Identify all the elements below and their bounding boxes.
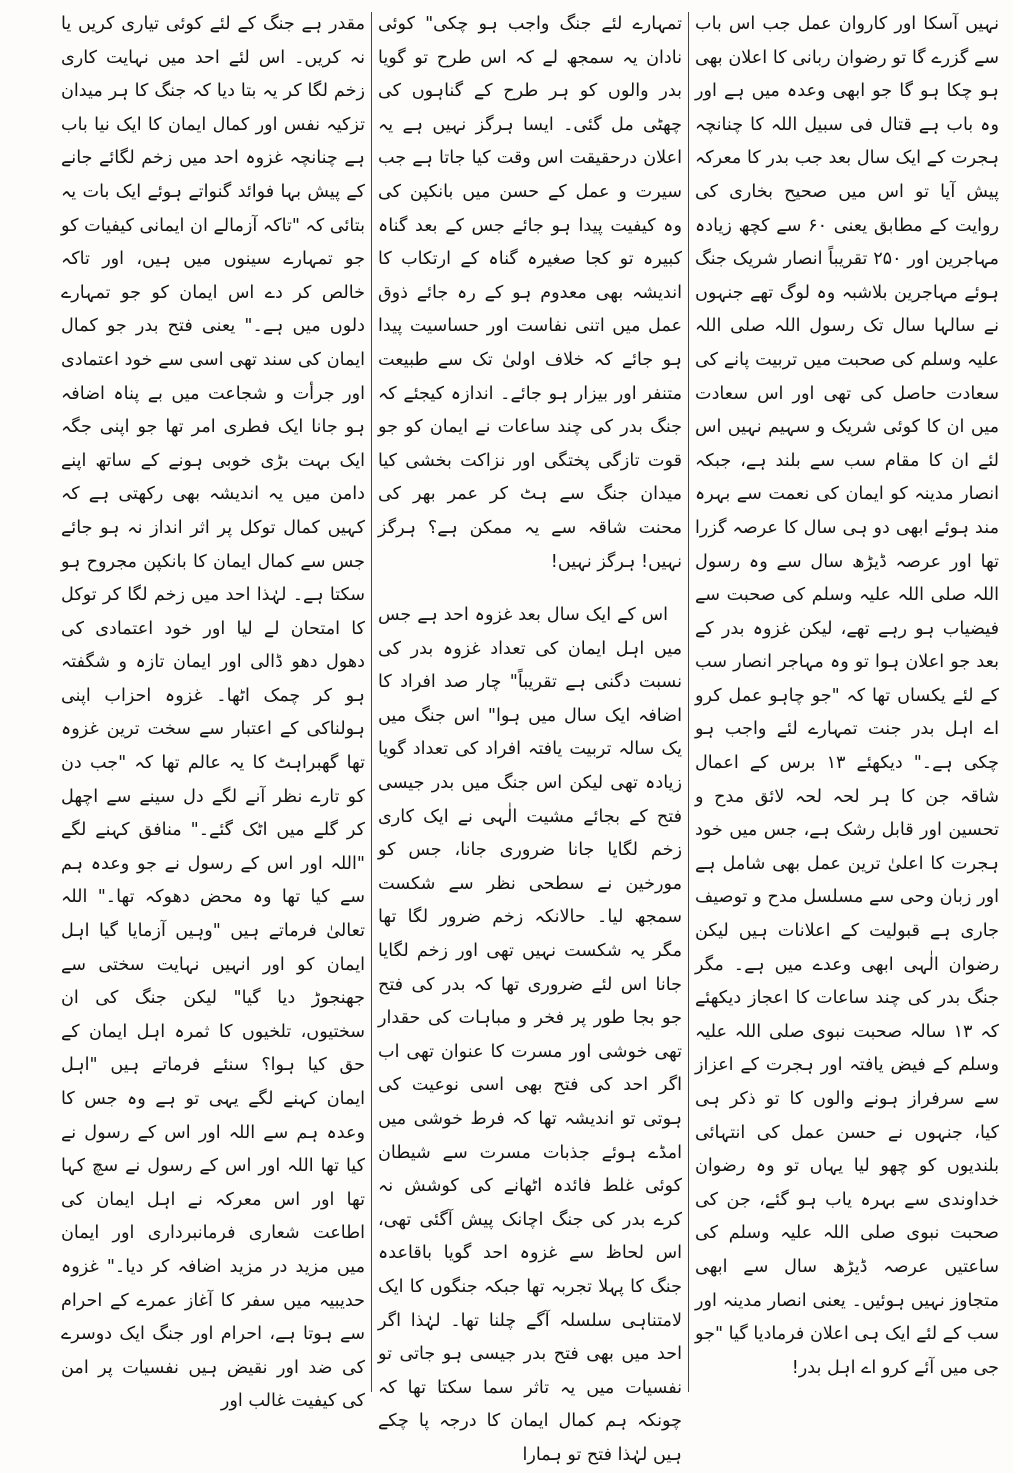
column-right: [689, 8, 1005, 1392]
column-left: [55, 8, 371, 1412]
column-middle-paragraph-1: تمہارے لئے جنگ واجب ہو چکی" کوئی نادان یہ سمجھ لے کہ اس طرح تو گویا بدر والوں کو ہر طرح کے گناہوں کی چھٹی مل گئی۔ ایسا ہرگز نہیں ہے یہ اعلان درحقیقت اس وقت کیا جاتا ہے جب سیرت و عمل کے حسن میں بانکپن کی وہ کیفیت پیدا ہو جائے جس کے بعد گناہ کبیرہ تو کجا صغیرہ گناہ کے ارتکاب کا اندیشہ بھی معدوم ہو کے رہ جائے ذوق عمل میں اتنی نفاست اور حساسیت پیدا ہو جائے کہ خلاف اولیٰ تک سے طبیعت متنفر اور بیزار ہو جائے۔ اندازہ کیجئے کہ جنگ بدر کی چند ساعات نے ایمان کو جو قوت تازگی پختگی اور نزاکت بخشی کیا میدان جنگ سے ہٹ کر عمر بھر کی محنت شاقہ سے یہ ممکن ہے؟ ہرگز نہیں! ہرگز نہیں!: [378, 14, 682, 572]
column-middle-paragraph-2: اس کے ایک سال بعد غزوہ احد ہے جس میں اہل ایمان کی تعداد غزوہ بدر کی نسبت دگنی ہے تقریباً" چار صد افراد کا اضافہ ایک سال میں ہوا" اس جنگ میں یک سالہ تربیت یافتہ افراد کی تعداد گویا زیادہ تھی لیکن اس جنگ میں بدر جیسی فتح کے بجائے مشیت الٰہی نے ایک کاری زخم لگایا جانا ضروری جانا، جس کو مورخین نے سطحی نظر سے شکست سمجھ لیا۔ حالانکہ زخم ضرور لگا تھا مگر یہ شکست نہیں تھی اور زخم لگایا جانا اس لئے ضروری تھا کہ بدر کی فتح جو بجا طور پر فخر و مباہات کی حقدار تھی خوشی اور مسرت کا عنوان تھی اب اگر احد کی فتح بھی اسی نوعیت کی ہوتی تو اندیشہ تھا کہ فرط خوشی میں امڈے ہوئے جذبات مسرت سے شیطان کوئی غلط فائدہ اٹھانے کی کوشش نہ کرے بدر کی جنگ اچانک پیش آگئی تھی، اس لحاظ سے غزوہ احد گویا باقاعدہ جنگ کا پہلا تجربہ تھا جبکہ جنگوں کا ایک لامتناہی سلسلہ آگے چلنا تھا۔ لہٰذا اگر احد میں بھی فتح بدر جیسی ہو جاتی تو نفسیات میں یہ تاثر سما سکتا تھا کہ چونکہ ہم کمال ایمان کا درجہ پا چکے ہیں لہٰذا فتح تو ہمارا: [378, 605, 682, 1465]
column-middle: [372, 8, 688, 1465]
column-left-paragraph-1: مقدر ہے جنگ کے لئے کوئی تیاری کریں یا نہ کریں۔ اس لئے احد میں نہایت کاری زخم لگا کر یہ بتا دیا کہ جنگ کا ہر میدان تزکیہ نفس اور کمال ایمان کا ایک نیا باب ہے چنانچہ غزوہ احد میں زخم لگائے جانے کے پیش بہا فوائد گنواتے ہوئے ایک بات یہ بتائی کہ "تاکہ آزمالے ان ایمانی کیفیات کو جو تمہارے سینوں میں ہیں، اور تاکہ خالص کر دے اس ایمان کو جو تمہارے دلوں میں ہے۔" یعنی فتح بدر جو کمال ایمان کی سند تھی اسی سے خود اعتمادی اور جرأت و شجاعت میں بے پناہ اضافہ ہو جانا ایک فطری امر تھا جو اپنی جگہ ایک بہت بڑی خوبی ہونے کے ساتھ اپنے دامن میں یہ اندیشہ بھی رکھتی ہے کہ کہیں کمال توکل پر اثر انداز نہ ہو جائے جس سے کمال ایمان کا بانکپن مجروح ہو سکتا ہے۔ لہٰذا احد میں زخم لگا کر توکل کا امتحان لے لیا اور خود اعتمادی کی دھول دھو ڈالی اور ایمان تازہ و شگفتہ ہو کر چمک اٹھا۔ غزوہ احزاب اپنی ہولناکی کے اعتبار سے سخت ترین غزوہ تھا گھبراہٹ کا یہ عالم تھا کہ "جب دن کو تارے نظر آنے لگے دل سینے سے اچھل کر گلے میں اٹک گئے۔" منافق کہنے لگے "اللہ اور اس کے رسول نے جو وعدہ ہم سے کیا تھا وہ محض دھوکہ تھا۔" اللہ تعالیٰ فرماتے ہیں "وہیں آزمایا گیا اہل ایمان کو اور انہیں نہایت سختی سے جھنجوڑ دیا گیا" لیکن جنگ کی ان سختیوں، تلخیوں کا ثمرہ اہل ایمان کے حق کیا ہوا؟ سنئے فرماتے ہیں "اہل ایمان کہنے لگے یہی تو ہے وہ جس کا وعدہ ہم سے اللہ اور اس کے رسول نے کیا تھا اللہ اور اس کے رسول نے سچ کہا تھا اور اس معرکہ نے اہل ایمان کی اطاعت شعاری فرمانبرداری اور ایمان میں مزید در مزید اضافہ کر دیا۔" غزوہ حدیبیہ میں سفر کا آغاز عمرے کے احرام سے ہوتا ہے، احرام اور جنگ ایک دوسرے کی ضد اور نقیض ہیں نفسیات پر امن کی کیفیت غالب اور: [61, 14, 365, 1412]
column-right-paragraph-1: نہیں آسکا اور کاروان عمل جب اس باب سے گزرے گا تو رضوان ربانی کا اعلان بھی ہو چکا ہو گا جو ابھی وعدہ میں ہے اور وہ باب ہے قتال فی سبیل اللہ کا چنانچہ ہجرت کے ایک سال بعد جب بدر کا معرکہ پیش آیا تو اس میں صحیح بخاری کی روایت کے مطابق یعنی ۶۰ سے کچھ زیادہ مہاجرین اور ۲۵۰ تقریباً انصار شریک جنگ ہوئے مہاجرین بلاشبہ وہ لوگ تھے جنہوں نے سالہا سال تک رسول اللہ صلی اللہ علیہ وسلم کی صحبت میں تربیت پانے کی سعادت حاصل کی تھی اور اس سعادت میں ان کا کوئی شریک و سہیم نہیں اس لئے ان کا مقام سب سے بلند ہے، جبکہ انصار مدینہ کو ایمان کی نعمت سے بہرہ مند ہوئے ابھی دو ہی سال کا عرصہ گزرا تھا اور عرصہ ڈیڑھ سال سے وہ رسول اللہ صلی اللہ علیہ وسلم کی صحبت سے فیضیاب ہو رہے تھے، لیکن غزوہ بدر کے بعد جو اعلان ہوا تو وہ مہاجر انصار سب کے لئے یکساں تھا کہ "جو چاہو عمل کرو اے اہل بدر جنت تمہارے لئے واجب ہو چکی ہے۔" دیکھئے ۱۳ برس کے اعمال شاقہ جن کا ہر لحہ لحہ لائق مدح و تحسین اور قابل رشک ہے، جس میں خود ہجرت کا اعلیٰ ترین عمل بھی شامل ہے اور زبان وحی سے مسلسل مدح و توصیف جاری ہے قبولیت کے اعلانات ہیں لیکن رضوان الٰہی ابھی وعدے میں ہے۔ مگر جنگ بدر کی چند ساعات کا اعجاز دیکھئے کہ ۱۳ سالہ صحبت نبوی صلی اللہ علیہ وسلم کے فیض یافتہ اور ہجرت کے اعزاز سے سرفراز ہونے والوں کا تو ذکر ہی کیا، جنہوں نے حسن عمل کی انتہائی بلندیوں کو چھو لیا یہاں تو وہ رضوان خداوندی سے بہرہ یاب ہو گئے، جن کی صحبت نبوی صلی اللہ علیہ وسلم کی ساعتیں عرصہ ڈیڑھ سال سے ابھی متجاوز نہیں ہوئیں۔ یعنی انصار مدینہ اور سب کے لئے ایک ہی اعلان فرمادیا گیا "جو جی میں آئے کرو اے اہل بدر!: [695, 14, 1000, 1378]
